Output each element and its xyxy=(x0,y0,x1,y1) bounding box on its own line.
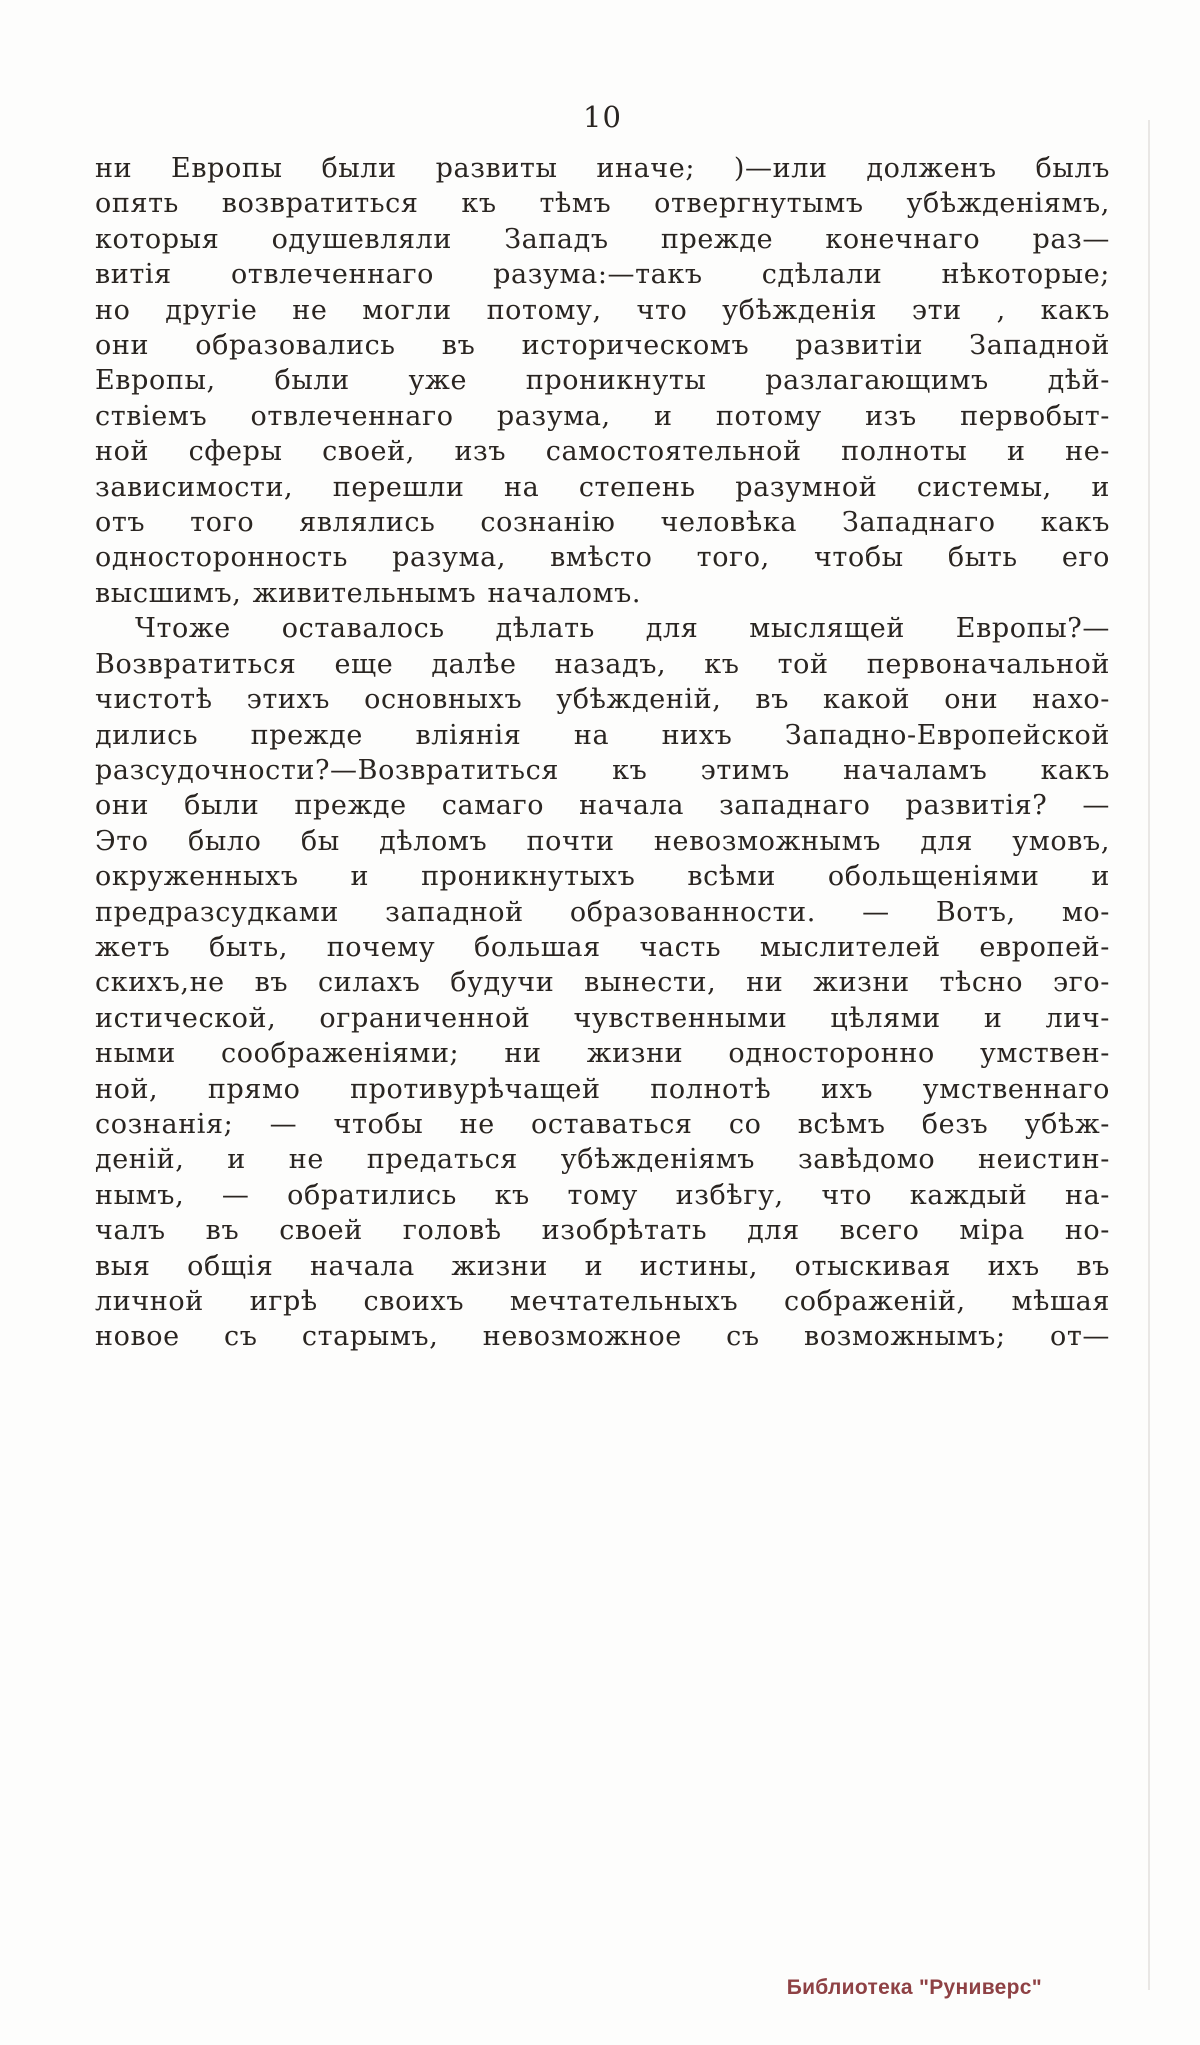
paragraph xyxy=(95,611,1110,1355)
text-line: опять возвратиться къ тѣмъ отвергнутымъ убѣжденіямъ, xyxy=(95,188,1110,220)
text-line: личной игрѣ своихъ мечтательныхъ сображеній, мѣшая xyxy=(95,1286,1110,1317)
text-line: высшимъ, живительнымъ началомъ. xyxy=(95,577,642,609)
text-line: чистотѣ этихъ основныхъ убѣжденій, въ какой они нахо- xyxy=(95,684,1110,716)
text-line: Возвратиться еще далѣе назадъ, къ той первоначальной xyxy=(95,648,1110,680)
text-line: ной сферы своей, изъ самостоятельной полноты и не- xyxy=(95,436,1110,468)
text-line: витія отвлеченнаго разума:—такъ сдѣлали нѣкоторые; xyxy=(95,259,1110,291)
text-line: они были прежде самаго начала западнаго развитія? — xyxy=(95,790,1110,822)
text-line: дились прежде вліянія на нихъ Западно-Европейской xyxy=(95,719,1110,751)
text-line: окруженныхъ и проникнутыхъ всѣми обольщеніями и xyxy=(95,861,1110,893)
text-line: истической, ограниченной чувственными цѣлями и лич- xyxy=(95,1002,1110,1034)
text-line: деній, и не предаться убѣжденіямъ завѣдомо неистин- xyxy=(95,1144,1110,1176)
text-line: нымъ, — обратились къ тому избѣгу, что каждый на- xyxy=(95,1179,1110,1211)
text-line: но другіе не могли потому, что убѣжденія эти , какъ xyxy=(95,294,1110,326)
text-line: выя общія начала жизни и истины, отыскивая ихъ въ xyxy=(95,1250,1110,1282)
text-line: которыя одушевляли Западъ прежде конечнаго раз— xyxy=(95,223,1110,255)
text-line: Европы, были уже проникнуты разлагающимъ дѣй- xyxy=(95,365,1110,397)
text-line: жетъ быть, почему большая часть мыслителей европей- xyxy=(95,931,1110,963)
text-line: ни Европы были развиты иначе; )—или долженъ былъ xyxy=(95,153,1110,184)
text-line: они образовались въ историческомъ развитіи Западной xyxy=(95,330,1110,362)
text-line: скихъ,не въ силахъ будучи вынести, ни жизни тѣсно эго- xyxy=(95,967,1110,999)
page-number: 10 xyxy=(583,100,622,134)
paragraph xyxy=(95,151,1110,611)
text-line: чалъ въ своей головѣ изобрѣтать для всего міра но- xyxy=(95,1215,1110,1247)
text-line: предразсудками западной образованности. — Вотъ, мо- xyxy=(95,896,1110,928)
text-line: сознанія; — чтобы не оставаться со всѣмъ безъ убѣж- xyxy=(95,1108,1110,1140)
body-text xyxy=(95,151,1110,1355)
text-line: разсудочности?—Возвратиться къ этимъ началамъ какъ xyxy=(95,754,1110,786)
text-line: ной, прямо противурѣчащей полнотѣ ихъ умственнаго xyxy=(95,1073,1110,1105)
text-line: Это было бы дѣломъ почти невозможнымъ для умовъ, xyxy=(95,825,1110,857)
text-line: Чтоже оставалось дѣлать для мыслящей Европы?— xyxy=(135,613,1110,645)
text-line: односторонность разума, вмѣсто того, чтобы быть его xyxy=(95,542,1110,574)
text-line: ствіемъ отвлеченнаго разума, и потому изъ первобыт- xyxy=(95,400,1110,432)
scan-edge-line xyxy=(1148,120,1150,1990)
text-line: отъ того являлись сознанію человѣка Западнаго какъ xyxy=(95,507,1110,539)
text-line: новое съ старымъ, невозможное съ возможнымъ; от— xyxy=(95,1321,1110,1353)
library-watermark: Библиотека "Руниверс" xyxy=(786,1976,1042,1999)
text-line: ными соображеніями; ни жизни односторонно умствен- xyxy=(95,1038,1110,1070)
text-line: зависимости, перешли на степень разумной системы, и xyxy=(95,471,1110,503)
